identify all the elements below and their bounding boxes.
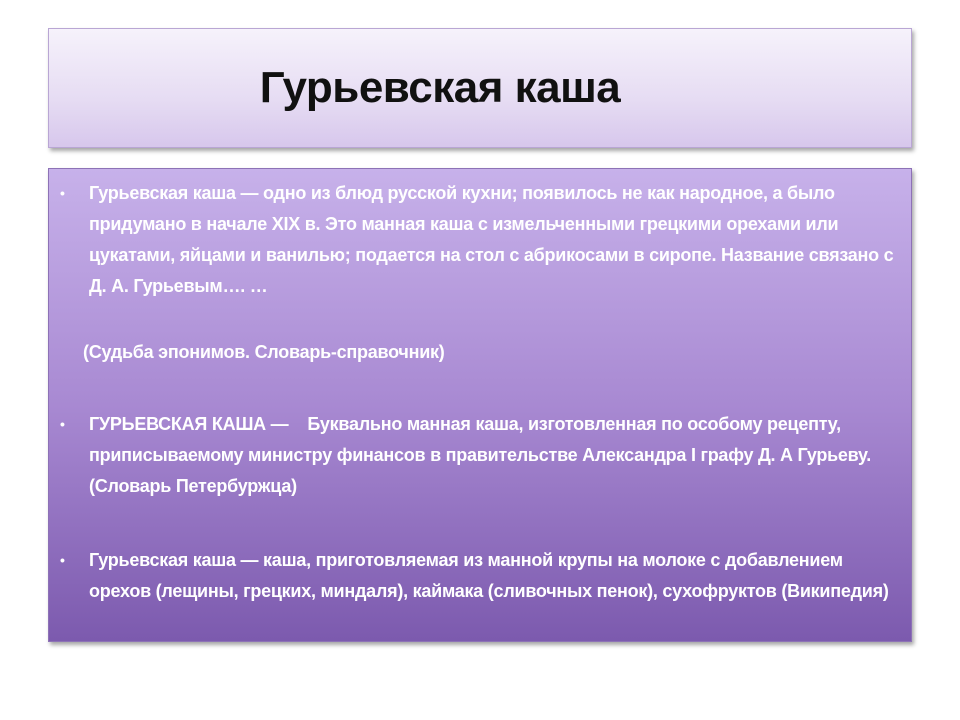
bullet-text: Гурьевская каша — одно из блюд русской кухни; появилось не как народное, а было придумано в начале XIX в. Это манная каша с измельченными грецкими орехами или цукатами, яйцами и ванилью; подается на стол с абрикосами в сиропе. Название связано с Д. А. Гурьевым…. … [89, 183, 894, 296]
source-citation: (Судьба эпонимов. Словарь-справочник) [83, 342, 445, 362]
bullet-item [60, 545, 904, 607]
bullet-icon: • [60, 552, 65, 568]
bullet-text: ГУРЬЕВСКАЯ КАША — Буквально манная каша, изготовленная по особому рецепту, приписываемому министру финансов в правительстве Александра I графу Д. А Гурьеву. (Словарь Петербуржца) [89, 414, 876, 496]
bullet-icon: • [60, 416, 65, 432]
bullet-item [60, 178, 904, 302]
content-placeholder [48, 168, 912, 642]
bullet-item [60, 409, 909, 502]
title-placeholder [48, 28, 912, 148]
bullet-text: Гурьевская каша — каша, приготовляемая из манной крупы на молоке с добавлением орехов (лещины, грецких, миндаля), каймака (сливочных пенок), сухофруктов (Википедия) [89, 550, 889, 601]
bullet-icon: • [60, 185, 65, 201]
slide-title: Гурьевская каша [259, 63, 621, 112]
